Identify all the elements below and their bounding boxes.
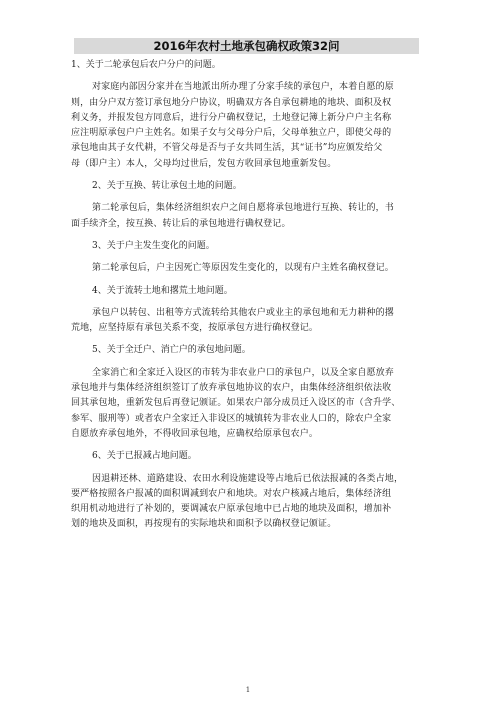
paragraph-line: 参军、服刑等）或者农户全家迁入非设区的城镇转为非农业人口的，除农户全家 bbox=[71, 413, 392, 424]
section-heading-6: 6、关于已报减占地问题。 bbox=[92, 451, 197, 462]
paragraph-line: 利义务，并报发包方同意后，进行分户确权登记，土地登记簿上新分户户主名称 bbox=[71, 112, 392, 123]
section-heading-1: 1、关于二轮承包后农户分户的问题。 bbox=[71, 60, 221, 70]
paragraph-line: 第二轮承包后，户主因死亡等原因发生变化的，以现有户主姓名确权登记。 bbox=[92, 263, 394, 274]
section-heading-2: 2、关于互换、转让承包土地的问题。 bbox=[92, 181, 242, 192]
paragraph-line: 第二轮承包后，集体经济组织农户之间自愿将承包地进行互换、转让的，书 bbox=[92, 203, 394, 214]
section-heading-4: 4、关于流转土地和撂荒土地问题。 bbox=[92, 285, 233, 296]
paragraph-line: 面手续齐全，按互换、转让后的承包地进行确权登记。 bbox=[71, 218, 291, 229]
paragraph-line: 荒地，应坚持原有承包关系不变，按原承包方进行确权登记。 bbox=[71, 323, 319, 334]
paragraph-line: 要严格按照各户报减的面积调减到农户和地块。对农户核减占地后，集体经济组 bbox=[71, 488, 392, 499]
paragraph-line: 织用机动地进行了补划的，要调减农户原承包地中已占地的地块及面积，增加补 bbox=[71, 504, 392, 515]
paragraph-line: 承包地并与集体经济组织签订了放弃承包地协议的农户，由集体经济组织依法收 bbox=[71, 383, 392, 394]
paragraph-line: 母（即户主）本人，父母均过世后，发包方收回承包地重新发包。 bbox=[71, 158, 337, 169]
document-body bbox=[71, 58, 426, 533]
paragraph-line: 承包地由其子女代耕，不管父母是否与子女共同生活，其“证书”均应颁发给父 bbox=[71, 143, 383, 154]
paragraph-line: 应注明原承包户户主姓名。如果子女与父母分户后，父母单独立户，即使父母的 bbox=[71, 128, 392, 139]
paragraph-line: 承包户以转包、出租等方式流转给其他农户或业主的承包地和无力耕种的撂 bbox=[92, 307, 394, 318]
paragraph-line: 因退耕还林、道路建设、农田水利设施建设等占地后已依法报减的各类占地， bbox=[92, 473, 404, 484]
paragraph-line: 划的地块及面积，再按现有的实际地块和面积予以确权登记颁证。 bbox=[71, 519, 337, 530]
paragraph-line: 自愿放弃承包地外，不得收回承包地，应确权给原承包农户。 bbox=[71, 428, 319, 439]
paragraph-line: 全家消亡和全家迁入设区的市转为非农业户口的承包户，以及全家自愿放弃 bbox=[92, 367, 394, 378]
paragraph-line: 对家庭内部因分家并在当地派出所办理了分家手续的承包户，本着自愿的原 bbox=[92, 82, 394, 93]
paragraph-line: 则，由分户双方签订承包地分户协议，明确双方各自承包耕地的地块、面积及权 bbox=[71, 97, 392, 108]
section-heading-3: 3、关于户主发生变化的问题。 bbox=[92, 240, 215, 251]
document-title: 2016年农村土地承包确权政策32问 bbox=[153, 39, 340, 53]
page-number: 1 bbox=[245, 686, 251, 694]
paragraph-line: 回其承包地，重新发包后再登记颁证。如果农户部分成员迁入设区的市（含升学、 bbox=[71, 398, 401, 409]
section-heading-5: 5、关于全迁户、消亡户的承包地问题。 bbox=[92, 345, 251, 356]
